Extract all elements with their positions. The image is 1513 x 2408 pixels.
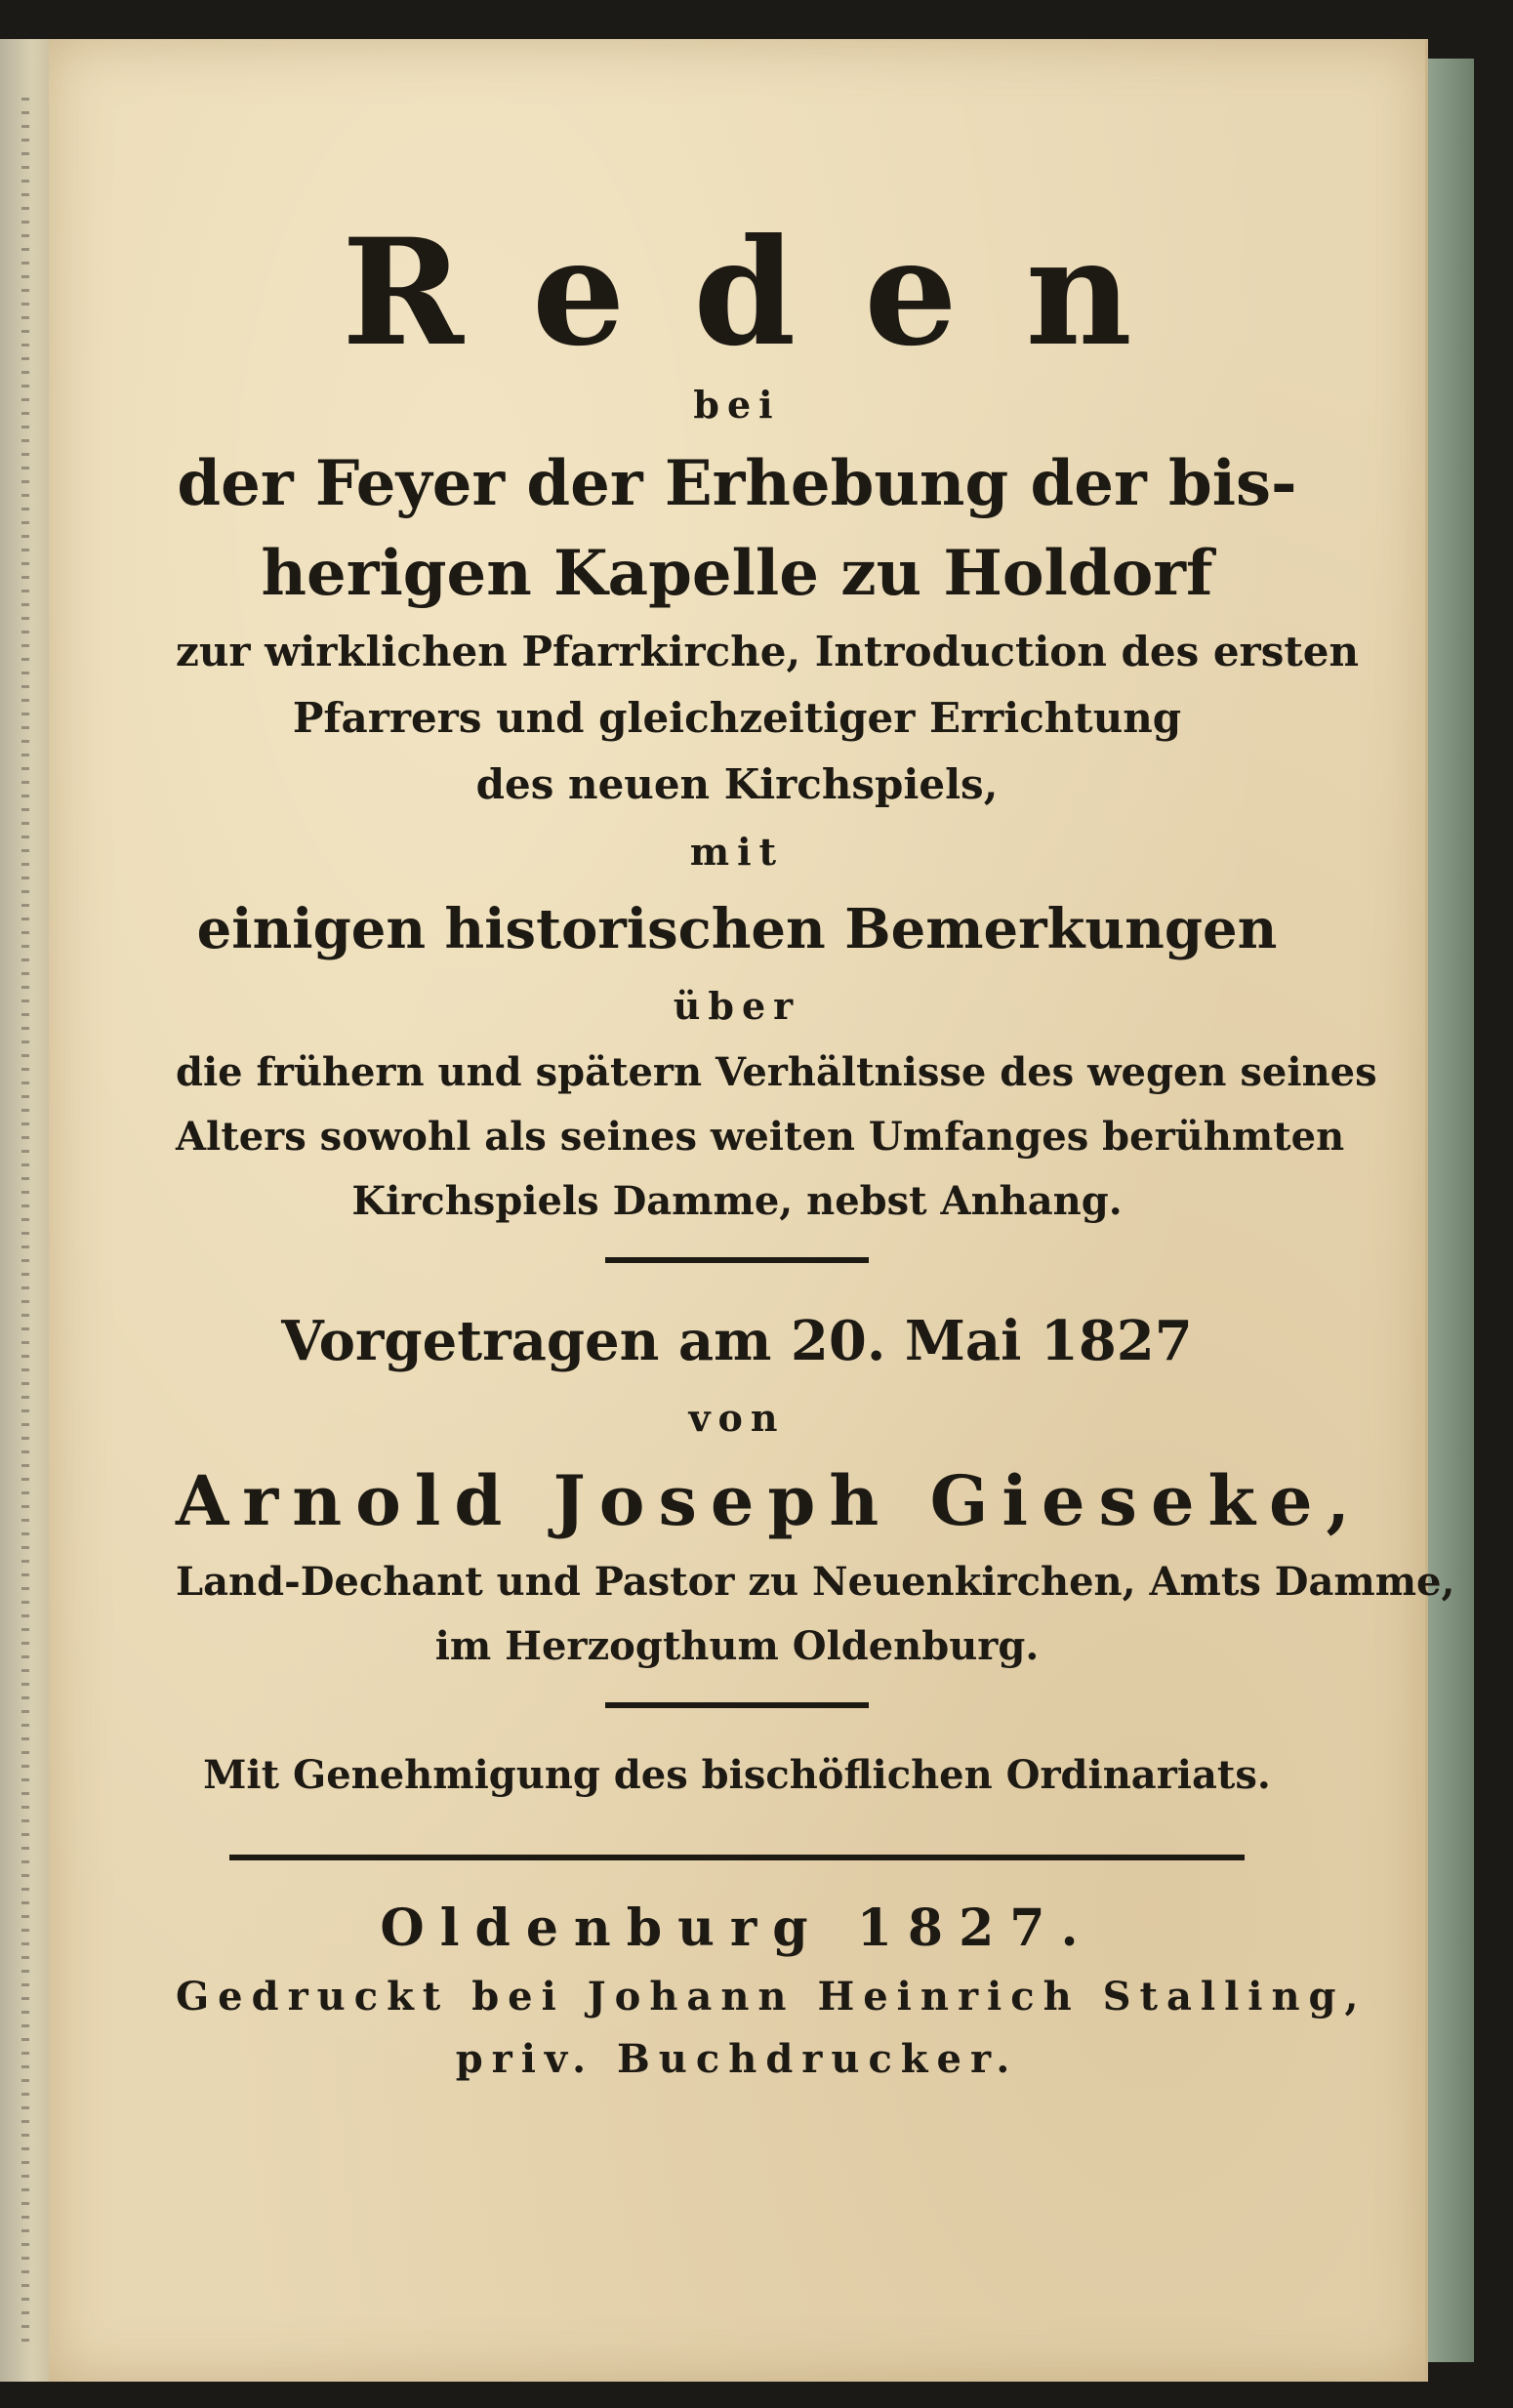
imprint-printer-title: priv. Buchdrucker.	[455, 2036, 1019, 2082]
divider-rule-2	[605, 1702, 869, 1708]
delivery-date: Vorgetragen am 20. Mai 1827	[281, 1309, 1193, 1373]
subtitle-line-7: die frühern und spätern Verhältnisse des wegen seines	[176, 1049, 1377, 1095]
subtitle-line-5: des neuen Kirchspiels,	[475, 760, 999, 808]
text-mit: mit	[689, 830, 785, 874]
author-role: Land-Dechant und Pastor zu Neuenkirchen, Amts Damme,	[176, 1559, 1455, 1605]
text-bei: bei	[693, 383, 781, 427]
divider-rule-1	[605, 1257, 869, 1263]
imprint-printer: Gedruckt bei Johann Heinrich Stalling,	[176, 1974, 1368, 2020]
divider-rule-long	[229, 1855, 1245, 1860]
text-von: von	[688, 1396, 786, 1440]
subtitle-line-3: zur wirklichen Pfarrkirche, Introduction des ersten	[176, 628, 1359, 675]
subtitle-line-2: herigen Kapelle zu Holdorf	[261, 537, 1213, 610]
subtitle-line-6: einigen historischen Bemerkungen	[196, 897, 1278, 961]
main-title: Reden	[342, 207, 1201, 379]
title-page	[49, 39, 1455, 2382]
subtitle-line-1: der Feyer der Erhebung der bis-	[177, 447, 1297, 520]
text-ueber: über	[673, 984, 801, 1028]
facing-page-edge	[0, 39, 56, 2382]
subtitle-line-4: Pfarrers und gleichzeitiger Errichtung	[292, 694, 1182, 742]
binding-stitches	[21, 98, 29, 2343]
imprint-city-year: Oldenburg 1827.	[380, 1898, 1094, 1958]
approval-note: Mit Genehmigung des bischöflichen Ordinariats.	[203, 1752, 1271, 1798]
subtitle-line-9: Kirchspiels Damme, nebst Anhang.	[351, 1178, 1123, 1224]
author-place: im Herzogthum Oldenburg.	[434, 1623, 1040, 1669]
author-name: Arnold Joseph Gieseke,	[176, 1460, 1364, 1541]
title-page-content	[176, 207, 1455, 2091]
subtitle-line-8: Alters sowohl als seines weiten Umfanges berühmten	[176, 1114, 1345, 1160]
